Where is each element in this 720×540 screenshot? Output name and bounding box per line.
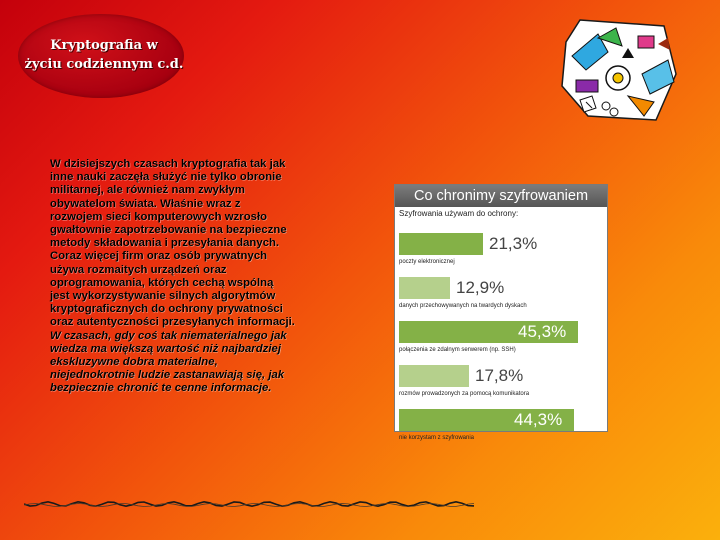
chart-value-label: 17,8% bbox=[475, 366, 524, 385]
chart-value-label: 45,3% bbox=[518, 322, 567, 341]
chart-subtitle: Szyfrowania używam do ochrony: bbox=[399, 209, 519, 218]
slide-title-line2: życiu codziennym c.d. bbox=[24, 57, 184, 72]
slide-title-line1: Kryptografia w bbox=[50, 38, 158, 53]
chart-category-label: danych przechowywanych na twardych dyskach bbox=[399, 303, 527, 309]
body-paragraph-2: W czasach, gdy coś tak niematerialnego jak wiedza ma większą wartość niż najbardziej ekskluzywne dobra materialne, niejednokrotnie ludzie zastanawiają się, jak bezpiecznie chronić te cenne informacje. bbox=[50, 329, 287, 395]
chart-category-label: nie korzystam z szyfrowania bbox=[399, 435, 475, 441]
chart-value-label: 21,3% bbox=[489, 234, 538, 253]
encryption-chart bbox=[394, 184, 608, 441]
slide-title bbox=[6, 36, 202, 74]
chart-category-label: połączenia ze zdalnym serwerem (np. SSH) bbox=[399, 347, 516, 353]
chart-category-label: poczty elektronicznej bbox=[399, 259, 455, 265]
chart-bar bbox=[399, 233, 483, 255]
cryptography-clipart-icon bbox=[558, 16, 682, 126]
decorative-divider bbox=[24, 498, 478, 510]
chart-title: Co chronimy szyfrowaniem bbox=[395, 185, 607, 207]
slide-body bbox=[50, 158, 296, 396]
chart-category-label: rozmów prowadzonych za pomocą komunikatora bbox=[399, 391, 530, 397]
body-paragraph-1: W dzisiejszych czasach kryptografia tak jak inne nauki zaczęła służyć nie tylko obronie militarnej, ale również nam zwykłym obywatelom świata. Właśnie wraz z rozwojem sieci komputerowych wzrosło gwałtownie zapotrzebowanie na bezpieczne metody składowania i przesyłania danych. Coraz więcej firm oraz osób prywatnych używa rozmaitych urządzeń oraz oprogramowania, których cechą wspólną jest wykorzystywanie silnych algorytmów kryptograficznych do ochrony prywatności oraz autentyczności przesyłanych informacji. bbox=[50, 158, 295, 329]
chart-value-label: 12,9% bbox=[456, 278, 505, 297]
chart-bar bbox=[399, 365, 469, 387]
chart-bar bbox=[399, 277, 450, 299]
chart-value-label: 44,3% bbox=[514, 410, 563, 429]
